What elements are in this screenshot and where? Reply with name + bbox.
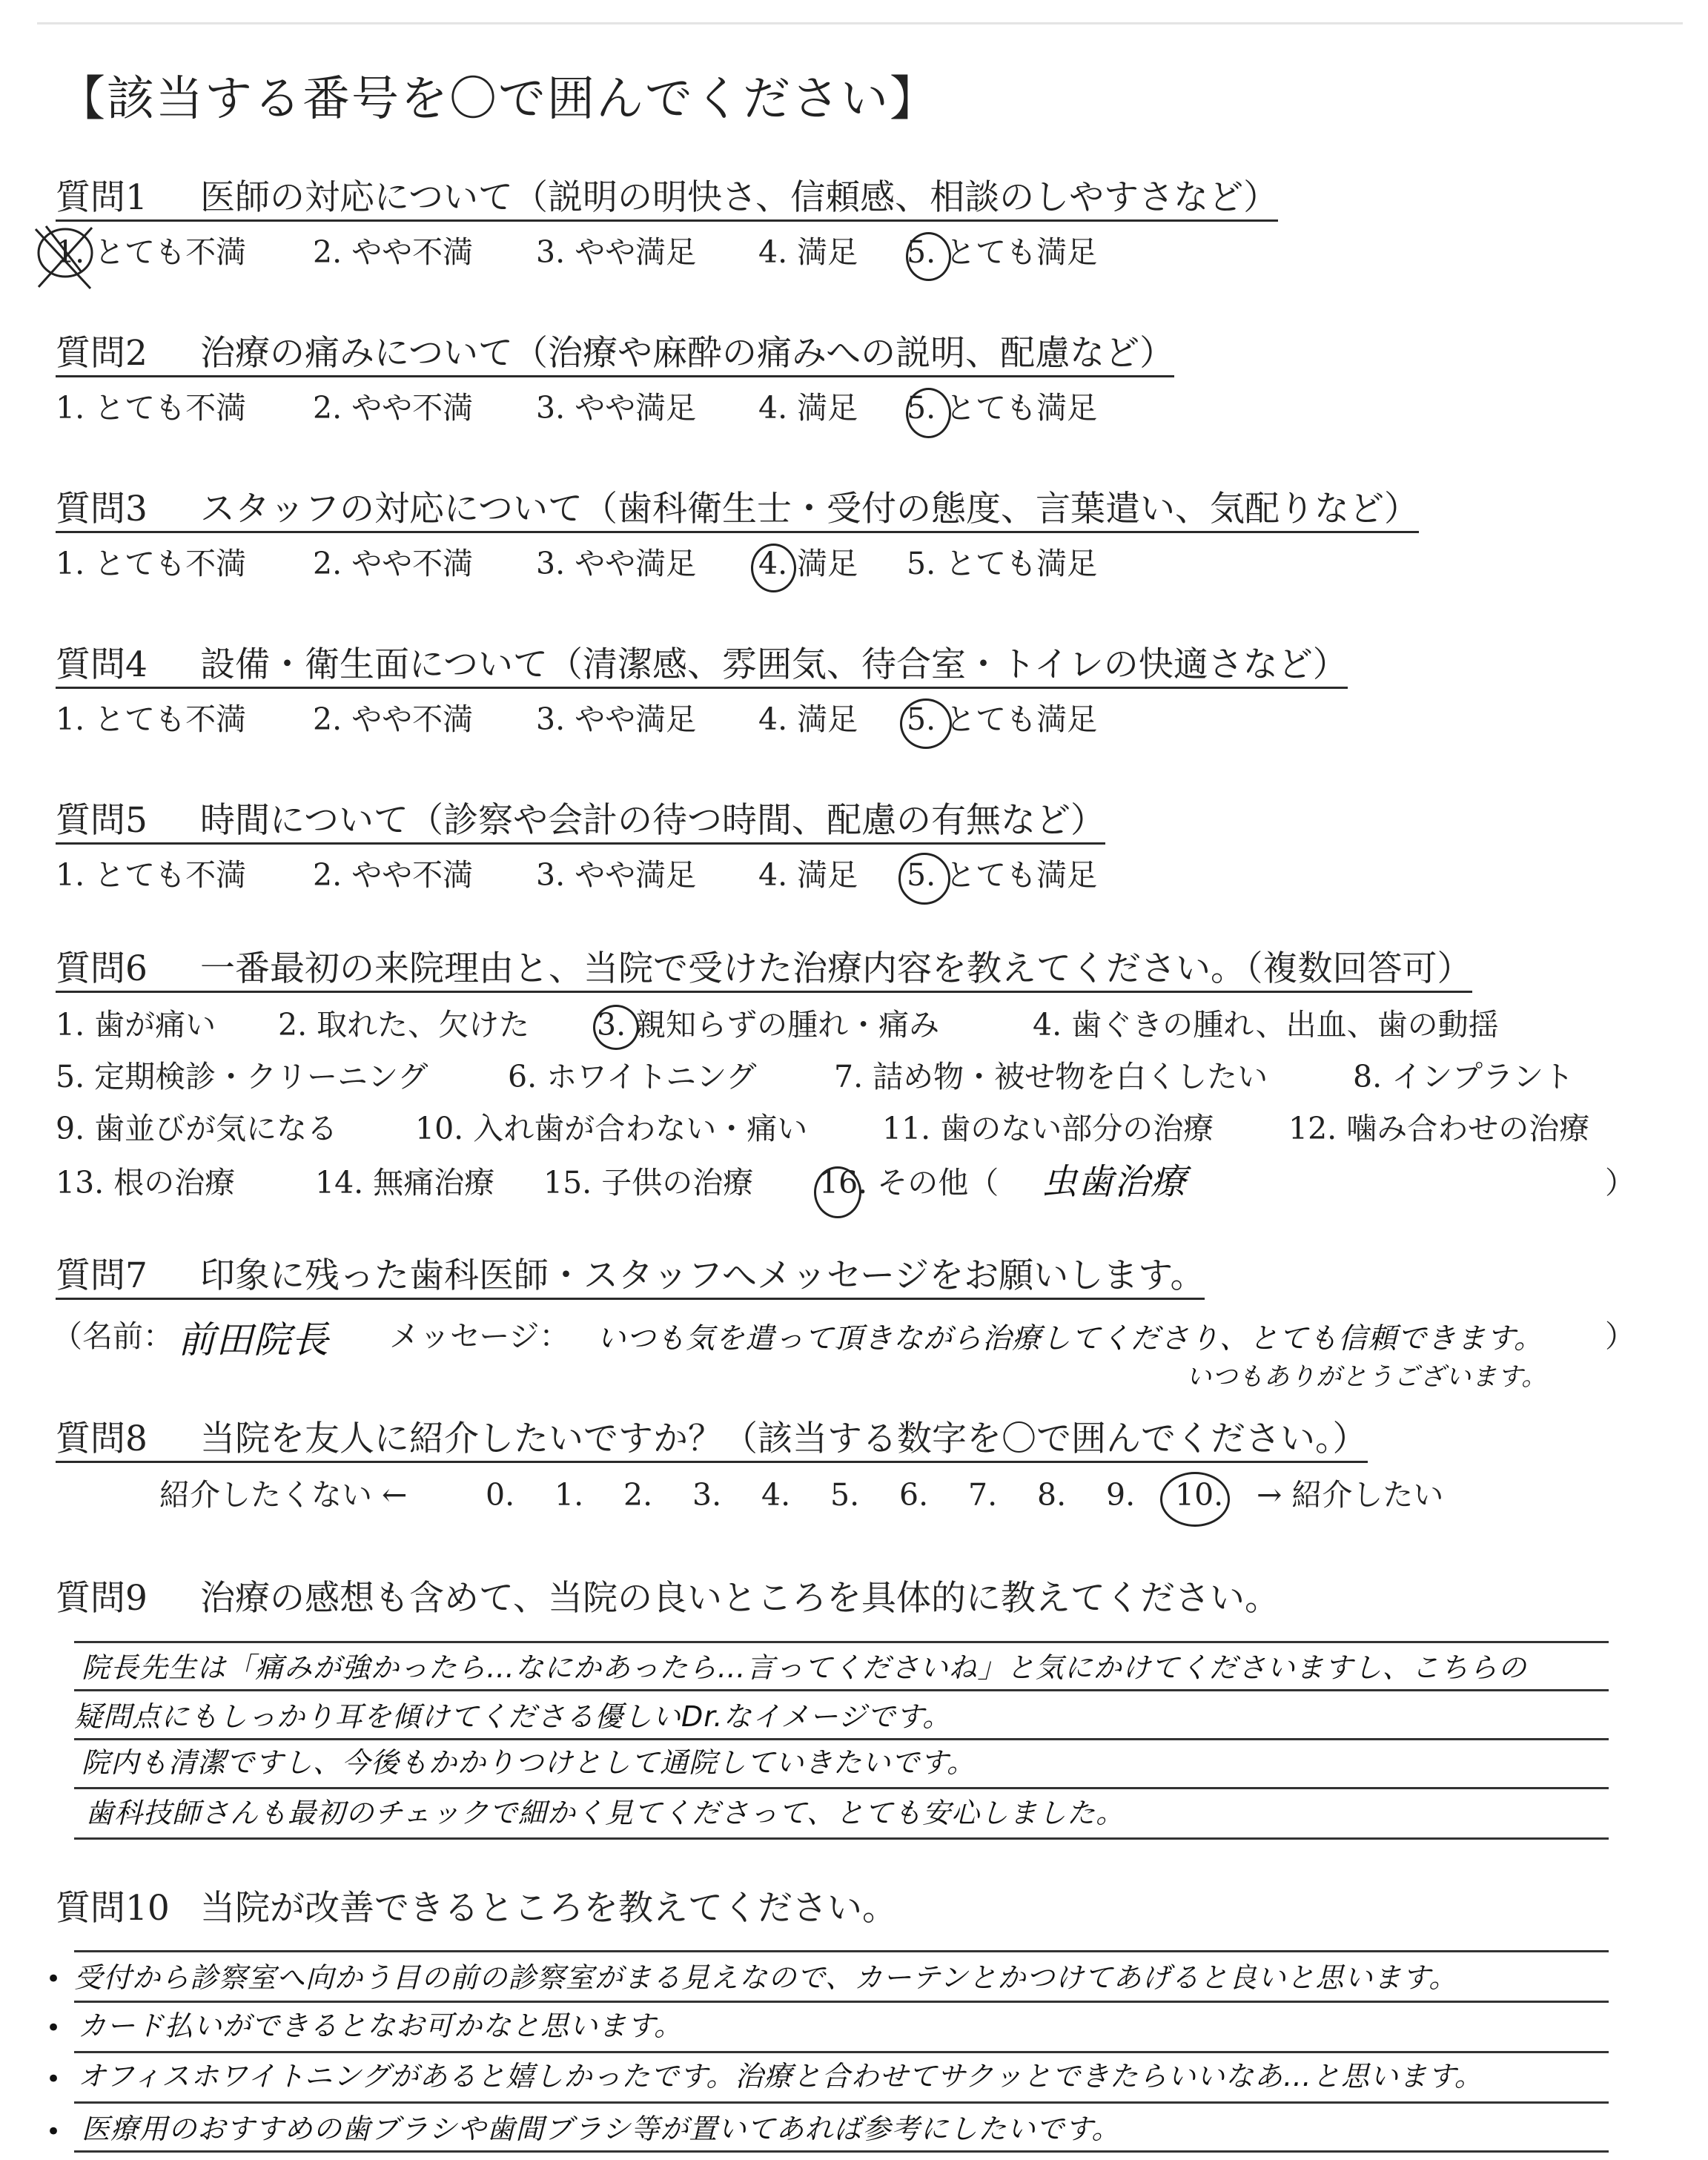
q4-title: 設備・衛生面について（清潔感、雰囲気、待合室・トイレの快適さなど）: [200, 644, 1348, 685]
q8-option-10[interactable]: 10.: [1175, 1477, 1224, 1513]
q10-answer-line-1[interactable]: 受付から診察室へ向かう目の前の診察室がまる見えなので、カーテンとかつけてあげると良いと思います。: [74, 1961, 1458, 1994]
q7-message-label: メッセージ：: [389, 1318, 570, 1354]
page-top-border: [37, 22, 1683, 24]
q7-name-label: （名前：: [52, 1318, 173, 1354]
q7-close-paren: ）: [1605, 1318, 1635, 1354]
q4-selected-circle: [900, 698, 952, 749]
q9-number: 質問9: [56, 1578, 148, 1619]
q6-option-6[interactable]: 6. ホワイトニング: [508, 1059, 757, 1094]
q3-option-5[interactable]: 5. とても満足: [907, 546, 1098, 581]
q6-number: 質問6: [56, 948, 148, 989]
q8-option-0[interactable]: 0.: [486, 1477, 515, 1513]
q3-title: スタッフの対応について（歯科衛生士・受付の態度、言葉遣い、気配りなど）: [200, 489, 1420, 529]
q3-option-1[interactable]: 1. とても不満: [56, 546, 247, 581]
q10-answer-line-2-rule: [74, 2051, 1609, 2053]
q10-answer-line-3-rule: [74, 2101, 1609, 2104]
q10-answer-line-2[interactable]: カード払いができるとなお可かなと思います。: [78, 2009, 683, 2042]
q5-option-3[interactable]: 3. やや満足: [536, 857, 697, 893]
q9-answer-line-1[interactable]: 院長先生は「痛みが強かったら…なにかあったら…言ってくださいね」と気にかけてくださいますし、こちらの: [82, 1651, 1527, 1684]
q8-right-label: → 紹介したい: [1257, 1477, 1444, 1513]
q6-option-8[interactable]: 8. インプラント: [1353, 1059, 1575, 1094]
q4-option-4[interactable]: 4. 満足: [758, 701, 858, 737]
q1-option-4[interactable]: 4. 満足: [758, 234, 858, 270]
q10-heading: [56, 1888, 897, 1930]
q4-option-2[interactable]: 2. やや不満: [313, 701, 474, 737]
q9-answer-line-1-rule: [74, 1689, 1609, 1691]
q10-number: 質問10: [56, 1888, 170, 1929]
q2-title: 治療の痛みについて（治療や麻酔の痛みへの説明、配慮など）: [200, 333, 1175, 374]
q5-number: 質問5: [56, 800, 148, 841]
q1-number: 質問1: [56, 177, 148, 218]
q3-number: 質問3: [56, 489, 148, 529]
q4-option-3[interactable]: 3. やや満足: [536, 701, 697, 737]
q6-option-4[interactable]: 4. 歯ぐきの腫れ、出血、歯の動揺: [1033, 1007, 1499, 1043]
q9-answer-line-2[interactable]: 疑問点にもしっかり耳を傾けてくださる優しいDr.なイメージです。: [74, 1700, 952, 1733]
q8-option-5[interactable]: 5.: [830, 1477, 860, 1513]
q3-selected-circle: [751, 544, 796, 592]
q6-option-9[interactable]: 9. 歯並びが気になる: [56, 1111, 338, 1146]
q6-other-text[interactable]: 虫歯治療: [1042, 1161, 1188, 1203]
q7-title: 印象に残った歯科医師・スタッフへメッセージをお願いします。: [200, 1255, 1205, 1296]
q9-heading: [56, 1578, 1280, 1620]
q1-option-1[interactable]: 1. とても不満: [56, 234, 247, 270]
q5-option-2[interactable]: 2. やや不満: [313, 857, 474, 893]
q6-option-12[interactable]: 12. 噛み合わせの治療: [1288, 1111, 1590, 1146]
q9-answer-line-2-rule: [74, 1738, 1609, 1740]
q9-answer-line-3[interactable]: 院内も清潔ですし、今後もかかりつけとして通院していきたいです。: [82, 1746, 976, 1779]
form-title: 【該当する番号を〇で囲んでください】: [58, 72, 939, 127]
q8-heading: [56, 1418, 1368, 1463]
q1-option-2[interactable]: 2. やや不満: [313, 234, 474, 270]
q2-heading: [56, 333, 1175, 377]
q6-title: 一番最初の来院理由と、当院で受けた治療内容を教えてください。（複数回答可）: [200, 948, 1472, 989]
q10-answer-line-4[interactable]: 医療用のおすすめの歯ブラシや歯間ブラシ等が置いてあれば参考にしたいです。: [82, 2113, 1121, 2145]
q7-message-line-1[interactable]: いつも気を遣って頂きながら治療してくださり、とても信頼できます。: [597, 1322, 1543, 1355]
q8-option-4[interactable]: 4.: [761, 1477, 791, 1513]
q6-option-10[interactable]: 10. 入れ歯が合わない・痛い: [415, 1111, 808, 1146]
q5-selected-circle: [898, 853, 950, 905]
q1-option-1-scribble-icon: [30, 220, 96, 294]
q8-selected-circle: [1160, 1472, 1230, 1527]
q6-option-2[interactable]: 2. 取れた、欠けた: [278, 1007, 530, 1043]
q9-answer-line-4[interactable]: 歯科技師さんも最初のチェックで細かく見てくださって、とても安心しました。: [85, 1797, 1125, 1829]
q10-bullet-2: •: [46, 2013, 62, 2043]
q10-answer-line-3[interactable]: オフィスホワイトニングがあると嬉しかったです。治療と合わせてサクッとできたらいいなあ…と思います。: [78, 2060, 1483, 2093]
q6-other-close-paren: ）: [1605, 1165, 1635, 1200]
q9-answer-line-4-rule: [74, 1837, 1609, 1840]
q6-option-14[interactable]: 14. 無痛治療: [315, 1165, 495, 1200]
q6-option-16-selected-circle: [814, 1166, 861, 1218]
q9-title: 治療の感想も含めて、当院の良いところを具体的に教えてください。: [200, 1578, 1280, 1619]
q10-title: 当院が改善できるところを教えてください。: [200, 1888, 897, 1929]
q1-title: 医師の対応について（説明の明快さ、信頼感、相談のしやすさなど）: [200, 177, 1279, 218]
q6-option-16[interactable]: 16. その他（: [819, 1165, 999, 1200]
q6-option-13[interactable]: 13. 根の治療: [56, 1165, 236, 1200]
q3-option-2[interactable]: 2. やや不満: [313, 546, 474, 581]
q8-option-2[interactable]: 2.: [623, 1477, 653, 1513]
q4-number: 質問4: [56, 644, 148, 685]
q8-number: 質問8: [56, 1418, 148, 1459]
q3-heading: [56, 489, 1420, 533]
q4-heading: [56, 644, 1348, 689]
q10-answer-line-1-rule: [74, 2001, 1609, 2003]
q6-option-3[interactable]: 3. 親知らずの腫れ・痛み: [597, 1007, 940, 1043]
q5-option-5[interactable]: 5. とても満足: [907, 857, 1098, 893]
q6-option-7[interactable]: 7. 詰め物・被せ物を白くしたい: [834, 1059, 1268, 1094]
q8-option-1[interactable]: 1.: [555, 1477, 584, 1513]
q6-option-15[interactable]: 15. 子供の治療: [543, 1165, 754, 1200]
q10-bullet-3: •: [46, 2064, 62, 2094]
q7-message-line-2[interactable]: いつもありがとうございます。: [1186, 1362, 1548, 1392]
q8-option-9[interactable]: 9.: [1106, 1477, 1136, 1513]
q9-answer-line-3-rule: [74, 1787, 1609, 1789]
q8-option-6[interactable]: 6.: [899, 1477, 929, 1513]
q3-option-3[interactable]: 3. やや満足: [536, 546, 697, 581]
q8-left-label: 紹介したくない ←: [159, 1477, 408, 1513]
q5-option-4[interactable]: 4. 満足: [758, 857, 858, 893]
q2-option-1[interactable]: 1. とても不満: [56, 390, 247, 426]
q2-option-5[interactable]: 5. とても満足: [907, 390, 1098, 426]
q1-option-5[interactable]: 5. とても満足: [907, 234, 1098, 270]
q10-answer-line-4-rule: [74, 2150, 1609, 2153]
q8-title: 当院を友人に紹介したいですか？（該当する数字を〇で囲んでください。）: [200, 1418, 1368, 1459]
q3-option-4[interactable]: 4. 満足: [758, 546, 858, 581]
q7-number: 質問7: [56, 1255, 148, 1296]
q2-option-3[interactable]: 3. やや満足: [536, 390, 697, 426]
q6-option-11[interactable]: 11. 歯のない部分の治療: [882, 1111, 1214, 1146]
q1-option-3[interactable]: 3. やや満足: [536, 234, 697, 270]
q1-heading: [56, 177, 1279, 222]
q7-name-value[interactable]: 前田院長: [178, 1318, 329, 1361]
q10-bullet-1: •: [46, 1964, 62, 1994]
q8-option-3[interactable]: 3.: [692, 1477, 722, 1513]
q2-selected-circle: [906, 388, 951, 438]
q4-option-5[interactable]: 5. とても満足: [907, 701, 1098, 737]
q1-selected-circle: [906, 232, 951, 281]
q6-option-1[interactable]: 1. 歯が痛い: [56, 1007, 216, 1043]
q7-heading: [56, 1255, 1205, 1300]
q10-answer-line-top: [74, 1950, 1609, 1952]
q5-option-1[interactable]: 1. とても不満: [56, 857, 247, 893]
q5-title: 時間について（診察や会計の待つ時間、配慮の有無など）: [200, 800, 1106, 841]
q10-bullet-4: •: [46, 2117, 62, 2147]
q8-option-7[interactable]: 7.: [968, 1477, 998, 1513]
q6-option-5[interactable]: 5. 定期検診・クリーニング: [56, 1059, 428, 1094]
q2-option-4[interactable]: 4. 満足: [758, 390, 858, 426]
q8-option-8[interactable]: 8.: [1037, 1477, 1067, 1513]
q5-heading: [56, 800, 1106, 845]
q2-option-2[interactable]: 2. やや不満: [313, 390, 474, 426]
q6-option-3-selected-circle: [593, 1005, 639, 1050]
q9-answer-line-top: [74, 1641, 1609, 1643]
q4-option-1[interactable]: 1. とても不満: [56, 701, 247, 737]
q2-number: 質問2: [56, 333, 148, 374]
q6-heading: [56, 948, 1472, 993]
